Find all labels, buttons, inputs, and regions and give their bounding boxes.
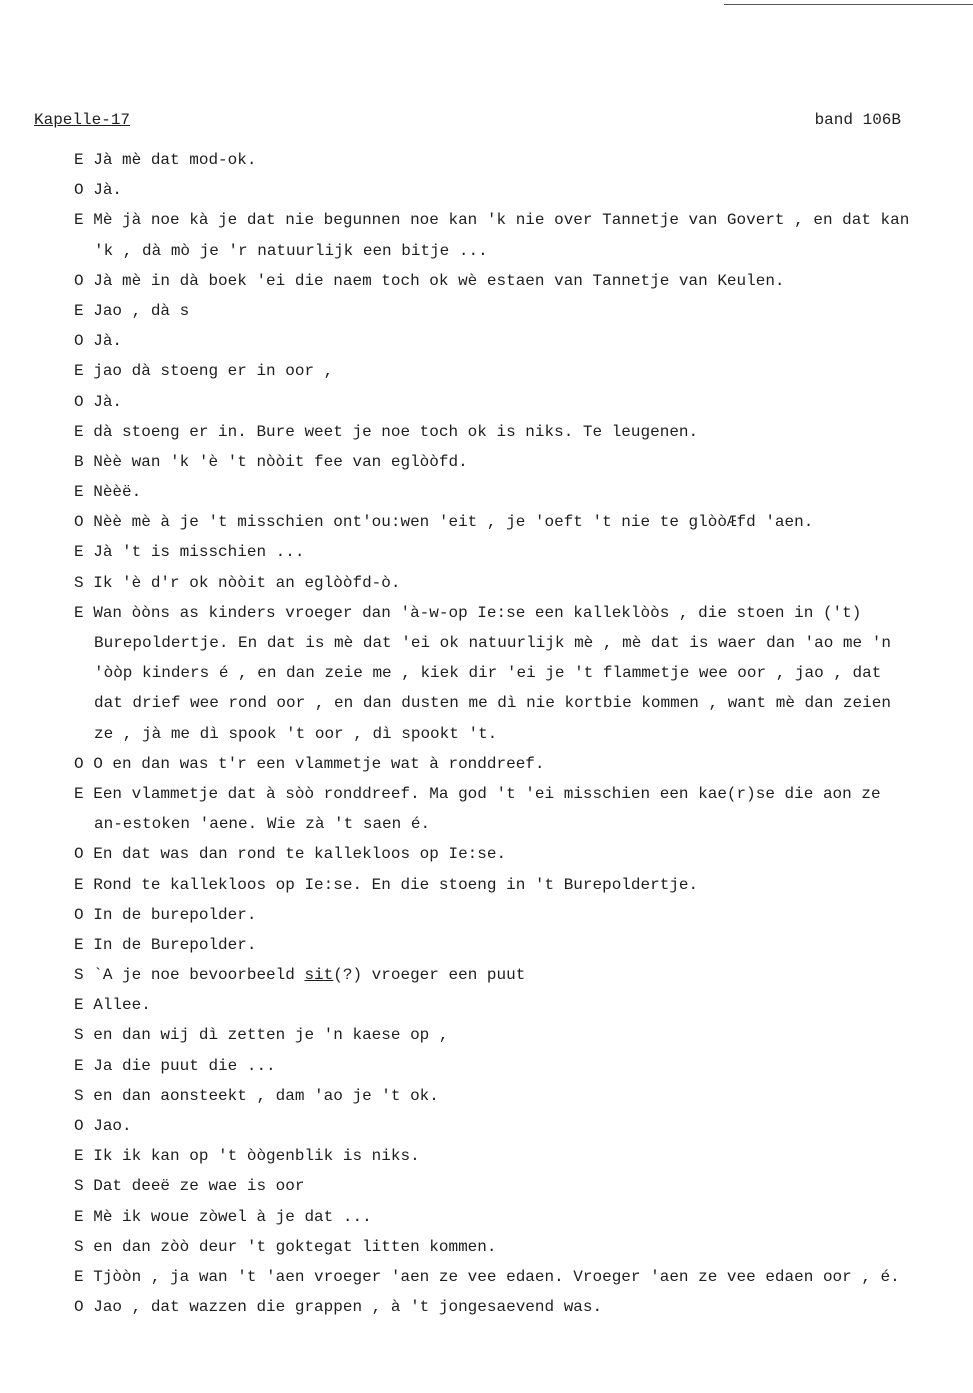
transcript-line [74, 296, 964, 326]
transcript-line [74, 417, 964, 447]
line-text-before: `A je noe bevoorbeeld [93, 966, 305, 985]
line-text: Jà. [93, 392, 123, 411]
line-text: Wan òòns as kinders vroeger dan 'à-w-op Ie:se een kalleklòòs , die stoen in ('t) [93, 603, 862, 622]
speaker: O [74, 392, 84, 411]
transcript-line-continuation [74, 719, 964, 749]
line-text: Ik 'è d'r ok nòòit an eglòòfd-ò. [93, 573, 401, 592]
transcript-line [74, 1202, 964, 1232]
speaker: E [74, 1147, 84, 1166]
transcript-line [74, 1262, 964, 1292]
line-text: en dan aonsteekt , dam 'ao je 't ok. [93, 1086, 439, 1105]
speaker: S [74, 573, 84, 592]
line-text [93, 966, 525, 984]
line-text: 'k , dà mò je 'r natuurlijk een bitje ... [94, 241, 488, 260]
line-text-after: (?) vroeger een puut [333, 966, 526, 985]
speaker: O [74, 1298, 84, 1317]
line-text: Nèèë. [93, 483, 142, 502]
line-text: Burepoldertje. En dat is mè dat 'ei ok natuurlijk mè , mè dat is waer dan 'ao me 'n [94, 634, 891, 652]
transcript-line [74, 1051, 964, 1081]
speaker: B [74, 452, 84, 471]
line-text: Jà mè in dà boek 'ei die naem toch ok wè estaen van Tannetje van Keulen. [93, 271, 785, 290]
line-text: Allee. [93, 996, 151, 1015]
transcript-line [74, 1292, 964, 1322]
speaker: E [74, 211, 84, 230]
speaker: S [74, 1086, 84, 1105]
line-text: Mè ik woue zòwel à je dat ... [93, 1207, 372, 1226]
line-text: dà stoeng er in. Bure weet je noe toch ok is niks. Te leugenen. [93, 422, 699, 441]
band-label: band 106B [814, 111, 901, 129]
speaker: O [74, 332, 84, 351]
line-text: Tjòòn , ja wan 't 'aen vroeger 'aen ze vee edaen. Vroeger 'aen ze vee edaen oor , é. [93, 1267, 900, 1286]
line-text: Nèè mè à je 't misschien ont'ou:wen 'eit , je 'oeft 't nie te glòòÆfd 'aen. [93, 513, 814, 532]
line-text: In de Burepolder. [93, 935, 257, 954]
line-text: Jà. [93, 181, 123, 200]
transcript-line [74, 1232, 964, 1262]
speaker: E [74, 1267, 84, 1286]
line-text: Ik ik kan op 't òògenblik is niks. [93, 1147, 420, 1166]
line-text: en dan zòò deur 't goktegat litten kommen. [93, 1237, 497, 1256]
transcript-line-continuation [74, 688, 964, 718]
transcript-line [74, 387, 964, 417]
transcript-line [74, 839, 964, 869]
speaker: E [74, 1207, 84, 1226]
transcript-line [74, 749, 964, 779]
transcript-line-continuation [74, 809, 964, 839]
line-text: Jao. [93, 1117, 132, 1135]
line-text: ze , jà me dì spook 't oor , dì spookt 't. [94, 724, 498, 743]
transcript-line [74, 145, 964, 175]
top-rule [724, 4, 973, 5]
line-text: Jà. [93, 332, 123, 351]
transcript-line [74, 537, 964, 567]
line-text: Jao , dà s [93, 301, 190, 320]
line-text: Dat deeë ze wae is oor [93, 1177, 305, 1196]
transcript-line [74, 1081, 964, 1111]
transcript-line [74, 175, 964, 205]
transcript-line [74, 507, 964, 537]
transcript-line [74, 447, 964, 477]
speaker: E [74, 1056, 84, 1075]
speaker: E [74, 362, 84, 381]
transcript-line [74, 1111, 964, 1141]
speaker: O [74, 905, 84, 924]
line-text: Rond te kallekloos op Ie:se. En die stoeng in 't Burepoldertje. [93, 875, 699, 894]
line-text: dat drief wee rond oor , en dan dusten me dì nie kortbie kommen , want mè dan zeien [94, 694, 891, 713]
transcript-line [74, 326, 964, 356]
line-text: In de burepolder. [93, 905, 257, 924]
speaker: S [74, 1237, 84, 1256]
speaker: E [74, 603, 84, 622]
line-text: En dat was dan rond te kallekloos op Ie:se. [93, 845, 507, 864]
speaker: E [74, 483, 84, 502]
speaker: E [74, 875, 84, 894]
transcript-line [74, 900, 964, 930]
speaker: E [74, 784, 84, 803]
line-text: Ja die puut die ... [93, 1056, 276, 1075]
speaker: O [74, 845, 84, 864]
line-text: Een vlammetje dat à sòò ronddreef. Ma god 't 'ei misschien een kae(r)se die aon ze [93, 784, 881, 803]
line-text: Jao , dat wazzen die grappen , à 't jongesaevend was. [93, 1298, 603, 1317]
line-text: an-estoken 'aene. Wie zà 't saen é. [94, 815, 431, 834]
transcript [74, 145, 964, 1322]
speaker: E [74, 543, 84, 562]
speaker: O [74, 513, 84, 532]
line-text: O en dan was t'r een vlammetje wat à ronddreef. [93, 754, 545, 773]
transcript-line [74, 266, 964, 296]
page-header [34, 110, 901, 130]
transcript-line [74, 568, 964, 598]
line-text: 'òòp kinders é , en dan zeie me , kiek dir 'ei je 't flammetje wee oor , jao , dat [94, 664, 882, 683]
line-text: Jà 't is misschien ... [93, 543, 305, 562]
line-text: en dan wij dì zetten je 'n kaese op , [93, 1026, 449, 1045]
line-text: jao dà stoeng er in oor , [93, 362, 334, 381]
underlined-word: sit [304, 966, 334, 985]
line-text: Jà mè dat mod-ok. [93, 151, 257, 169]
transcript-line [74, 598, 964, 628]
speaker: O [74, 181, 84, 200]
speaker: S [74, 1026, 84, 1045]
transcript-line [74, 477, 964, 507]
speaker: E [74, 422, 84, 441]
transcript-line [74, 1020, 964, 1050]
speaker: S [74, 1177, 84, 1196]
transcript-line [74, 930, 964, 960]
transcript-line [74, 870, 964, 900]
line-text: Nèè wan 'k 'è 't nòòit fee van eglòòfd. [93, 452, 468, 471]
transcript-line-continuation [74, 236, 964, 266]
transcript-line [74, 779, 964, 809]
speaker: S [74, 966, 84, 985]
line-text: Mè jà noe kà je dat nie begunnen noe kan 'k nie over Tannetje van Govert , en dat kan [93, 211, 910, 230]
transcript-line [74, 960, 964, 990]
speaker: E [74, 935, 84, 954]
speaker: E [74, 996, 84, 1015]
speaker: O [74, 1117, 84, 1135]
transcript-line-continuation [74, 628, 964, 658]
transcript-line-continuation [74, 658, 964, 688]
transcript-line [74, 990, 964, 1020]
transcript-line [74, 1141, 964, 1171]
speaker: E [74, 301, 84, 320]
speaker: O [74, 754, 84, 773]
transcript-line [74, 356, 964, 386]
transcript-line [74, 205, 964, 235]
transcript-line [74, 1171, 964, 1201]
page-title: Kapelle-17 [34, 111, 131, 129]
speaker: O [74, 271, 84, 290]
speaker: E [74, 151, 84, 169]
